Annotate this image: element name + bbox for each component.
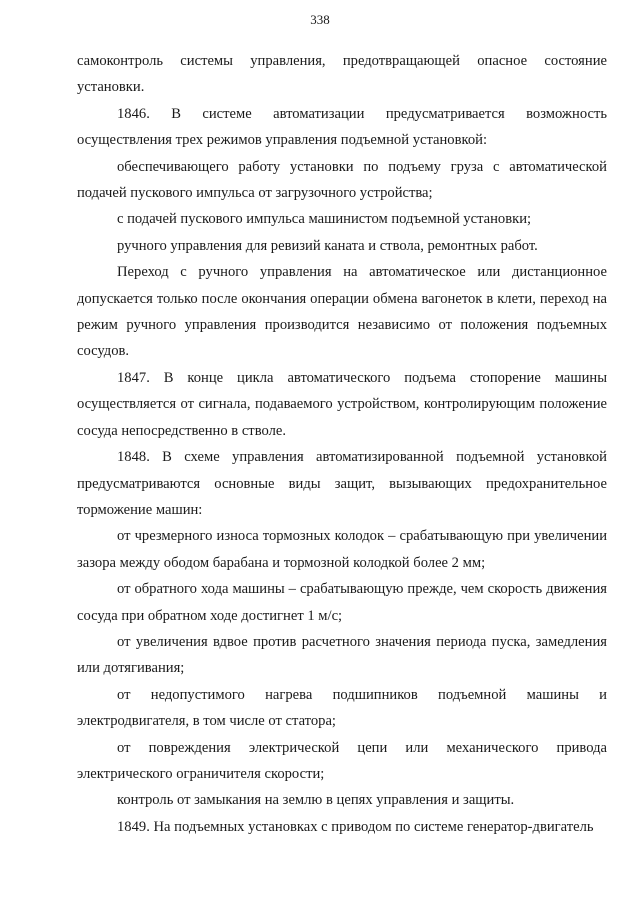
paragraph-protection-circuit: от повреждения электрической цепи или механического привода электрического ограничителя скорости; <box>77 739 607 782</box>
paragraph-mode-automatic: обеспечивающего работу установки по подъему груза с автоматической подачей пускового импульса от загрузочного устройства; <box>77 158 607 202</box>
paragraph-protection-reverse: от обратного хода машины – срабатывающую прежде, чем скорость движения сосуда при обратном ходе достигнет 1 м/с; <box>77 581 607 624</box>
paragraph-ground-fault: контроль от замыкания на землю в цепях управления и защиты. <box>117 792 515 809</box>
paragraph-protection-start-period: от увеличения вдвое против расчетного значения периода пуска, замедления или дотягивания; <box>77 633 607 677</box>
paragraph-1849: 1849. На подъемных установках с приводом по системе генератор-двигатель <box>117 818 594 835</box>
paragraph-mode-transition: Переход с ручного управления на автоматическое или дистанционное допускается только после окончания операции обмена вагонеток в клети, переход на режим ручного управления производится независимо от положения подъемных сосудов. <box>77 264 607 360</box>
paragraph-continuation: самоконтроль системы управления, предотвращающей опасное состояние установки. <box>77 53 607 96</box>
paragraph-1848: 1848. В схеме управления автоматизированной подъемной установкой предусматриваются основные виды защит, вызывающих предохранительное торможение машин: <box>77 449 607 518</box>
paragraph-1847: 1847. В конце цикла автоматического подъема стопорение машины осуществляется от сигнала, подаваемого устройством, контролирующим положение сосуда непосредственно в стволе. <box>77 369 607 439</box>
paragraph-1846: 1846. В системе автоматизации предусматривается возможность осуществления трех режимов управления подъемной установкой: <box>77 105 607 149</box>
document-body <box>77 48 607 840</box>
paragraph-mode-manual: ручного управления для ревизий каната и ствола, ремонтных работ. <box>117 237 538 254</box>
paragraph-mode-operator: с подачей пускового импульса машинистом подъемной установки; <box>117 211 532 228</box>
page-number: 338 <box>310 12 330 27</box>
paragraph-protection-overheat: от недопустимого нагрева подшипников подъемной машины и электродвигателя, в том числе от статора; <box>77 686 607 730</box>
paragraph-protection-brake-wear: от чрезмерного износа тормозных колодок – срабатывающую при увеличении зазора между ободом барабана и тормозной колодкой более 2 мм; <box>77 528 607 571</box>
